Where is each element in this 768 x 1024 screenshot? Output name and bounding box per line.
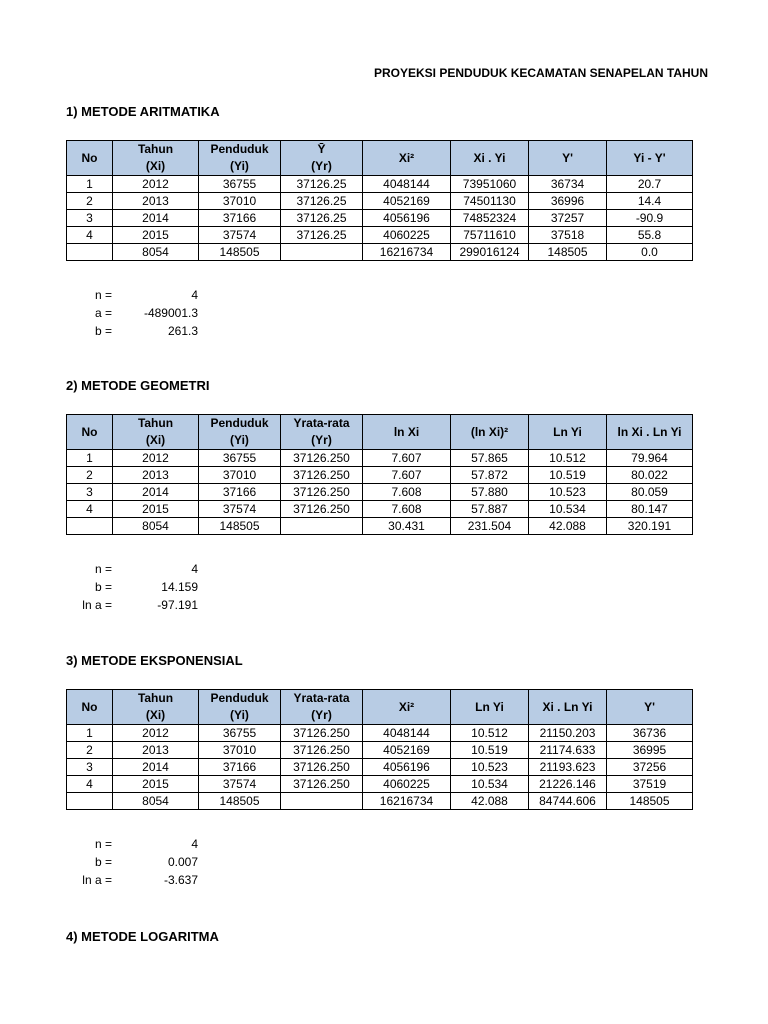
column-header [451,690,529,725]
table-row [67,776,693,793]
table-cell: 2012 [113,176,199,193]
table-cell: 57.887 [451,501,529,518]
table-cell: 36736 [607,725,693,742]
table-cell: 0.0 [607,244,693,261]
table-cell [67,793,113,810]
table-header-row [67,690,693,725]
column-header-sublabel: (Yi) [230,159,249,173]
param-label: n = [94,562,112,576]
table-cell: 37574 [199,227,281,244]
table-cell: 73951060 [451,176,529,193]
table-cell: 37126.25 [281,193,363,210]
table-cell: 4060225 [363,776,451,793]
column-header-label: Xi . Ln Yi [542,699,593,714]
column-header-label: ln Xi [393,424,420,439]
table-cell: 20.7 [607,176,693,193]
param-value: -489001.3 [143,306,198,320]
table-cell: 37257 [529,210,607,227]
table-total-row [67,244,693,261]
column-header [607,690,693,725]
table-cell: 4052169 [363,742,451,759]
table-cell: 2013 [113,742,199,759]
table-cell: 2014 [113,759,199,776]
table-cell: 75711610 [451,227,529,244]
table-cell: 2 [67,467,113,484]
table-cell: 3 [67,210,113,227]
table-cell: 84744.606 [529,793,607,810]
column-header [363,415,451,450]
table-cell [67,518,113,535]
column-header [529,690,607,725]
section-title-logaritma: 4) METODE LOGARITMA [66,929,219,944]
param-label: b = [94,580,112,594]
column-header-label: No [81,699,98,714]
table-cell: 37166 [199,210,281,227]
table-cell: 2 [67,742,113,759]
table-cell: 37126.25 [281,210,363,227]
column-header [451,415,529,450]
table-cell: 21226.146 [529,776,607,793]
column-header-label: ln Xi . Ln Yi [617,424,682,439]
table-cell: 3 [67,484,113,501]
table-cell: 80.059 [607,484,693,501]
table-cell: 4060225 [363,227,451,244]
param-value: -3.637 [163,873,198,887]
column-header-label: Ȳ [317,142,326,156]
param-label: n = [94,837,112,851]
table-cell: 7.608 [363,501,451,518]
table-cell: 37126.250 [281,759,363,776]
table-cell: 148505 [607,793,693,810]
table-cell: 10.523 [529,484,607,501]
table-cell: 21193.623 [529,759,607,776]
column-header [67,690,113,725]
param-label: b = [94,324,112,338]
table-cell: 37126.250 [281,776,363,793]
column-header [363,690,451,725]
column-header-label: (ln Xi)² [470,424,509,439]
table-row [67,742,693,759]
table-cell: 37126.25 [281,176,363,193]
param-value: -97.191 [157,598,198,612]
param-label: ln a = [82,873,112,887]
table-cell: 4052169 [363,193,451,210]
column-header-label: Y' [562,150,573,165]
column-header [363,141,451,176]
table-cell: 2012 [113,725,199,742]
table-cell: 10.512 [451,725,529,742]
table-cell: 79.964 [607,450,693,467]
column-header-label: Yrata-rata [293,416,350,430]
column-header-label: Penduduk [210,691,269,705]
table-cell: 37574 [199,501,281,518]
column-header-label: Penduduk [210,142,269,156]
column-header-label: Y' [644,699,655,714]
column-header-label: Ln Yi [553,424,582,439]
table-cell: 8054 [113,244,199,261]
param-value: 4 [191,562,198,576]
param-value: 4 [191,837,198,851]
column-header-sublabel: (Xi) [145,433,166,447]
table-cell: 2014 [113,210,199,227]
column-header-sublabel: (Yr) [311,433,332,447]
table-row [67,501,693,518]
column-header [199,415,281,450]
column-header [529,415,607,450]
column-header [281,141,363,176]
table-cell: -90.9 [607,210,693,227]
table-cell: 80.022 [607,467,693,484]
column-header-label: Xi . Yi [473,150,506,165]
column-header [113,141,199,176]
column-header [607,141,693,176]
column-header [113,415,199,450]
table-cell: 10.519 [529,467,607,484]
column-header-label: Tahun [137,416,174,430]
table-cell [67,244,113,261]
column-header [529,141,607,176]
table-header-row [67,141,693,176]
column-header [113,690,199,725]
section-title-geometri: 2) METODE GEOMETRI [66,378,210,393]
table-cell: 36755 [199,450,281,467]
table-cell: 4048144 [363,176,451,193]
table-eksponensial [66,689,693,810]
table-cell: 3 [67,759,113,776]
table-cell: 37256 [607,759,693,776]
table-row [67,176,693,193]
table-cell: 2015 [113,227,199,244]
column-header [451,141,529,176]
page-title: PROYEKSI PENDUDUK KECAMATAN SENAPELAN TAHUN [374,66,709,80]
table-cell: 37126.250 [281,501,363,518]
table-cell: 36755 [199,725,281,742]
table-cell: 10.534 [451,776,529,793]
table-cell: 37126.250 [281,467,363,484]
table-cell: 2015 [113,776,199,793]
table-cell: 42.088 [451,793,529,810]
table-cell: 37166 [199,484,281,501]
table-cell [281,244,363,261]
table-cell: 4056196 [363,759,451,776]
table-cell: 1 [67,176,113,193]
column-header-sublabel: (Xi) [145,708,166,722]
param-value: 14.159 [161,580,198,594]
param-label: b = [94,855,112,869]
table-cell: 36734 [529,176,607,193]
column-header-sublabel: (Xi) [145,159,166,173]
table-row [67,450,693,467]
table-cell: 42.088 [529,518,607,535]
column-header-label: Yi - Y' [633,150,666,165]
column-header-label: Tahun [137,691,174,705]
table-cell: 37126.250 [281,725,363,742]
table-cell: 148505 [529,244,607,261]
param-label: ln a = [82,598,112,612]
column-header-label: Yrata-rata [293,691,350,705]
table-cell: 37519 [607,776,693,793]
table-row [67,484,693,501]
table-row [67,725,693,742]
table-cell: 36996 [529,193,607,210]
table-cell: 57.865 [451,450,529,467]
table-cell: 7.608 [363,484,451,501]
column-header-label: Tahun [137,142,174,156]
column-header [67,415,113,450]
table-cell: 2 [67,193,113,210]
table-cell: 148505 [199,518,281,535]
table-cell: 10.534 [529,501,607,518]
param-value: 261.3 [167,324,198,338]
table-cell: 4 [67,227,113,244]
column-header-label: Xi² [398,699,415,714]
column-header [67,141,113,176]
param-value: 0.007 [167,855,198,869]
table-cell: 1 [67,450,113,467]
column-header-sublabel: (Yr) [311,708,332,722]
table-cell: 231.504 [451,518,529,535]
table-cell: 16216734 [363,244,451,261]
table-cell: 74501130 [451,193,529,210]
table-cell: 4048144 [363,725,451,742]
table-row [67,193,693,210]
table-cell: 8054 [113,793,199,810]
table-cell: 148505 [199,793,281,810]
table-cell: 21150.203 [529,725,607,742]
table-cell [281,518,363,535]
table-row [67,210,693,227]
table-cell: 148505 [199,244,281,261]
table-cell: 37010 [199,193,281,210]
table-cell: 10.523 [451,759,529,776]
table-cell: 1 [67,725,113,742]
column-header-label: No [81,150,98,165]
table-cell: 4 [67,776,113,793]
table-cell: 10.519 [451,742,529,759]
table-cell: 37518 [529,227,607,244]
table-cell: 57.872 [451,467,529,484]
table-cell: 14.4 [607,193,693,210]
table-cell: 74852324 [451,210,529,227]
column-header-sublabel: (Yi) [230,433,249,447]
column-header [281,690,363,725]
table-cell: 16216734 [363,793,451,810]
param-label: a = [94,306,112,320]
table-cell: 36995 [607,742,693,759]
table-cell: 37126.25 [281,227,363,244]
table-cell: 37126.250 [281,450,363,467]
table-cell: 55.8 [607,227,693,244]
table-cell: 37126.250 [281,484,363,501]
table-cell: 4056196 [363,210,451,227]
table-cell: 2012 [113,450,199,467]
table-cell: 80.147 [607,501,693,518]
column-header [281,415,363,450]
section-title-aritmatika: 1) METODE ARITMATIKA [66,104,220,119]
table-cell: 2013 [113,193,199,210]
table-cell: 57.880 [451,484,529,501]
table-cell: 2014 [113,484,199,501]
table-cell: 30.431 [363,518,451,535]
param-value: 4 [191,288,198,302]
column-header-sublabel: (Yr) [311,159,332,173]
table-cell: 2013 [113,467,199,484]
column-header [199,141,281,176]
section-title-eksponensial: 3) METODE EKSPONENSIAL [66,653,243,668]
table-cell: 7.607 [363,467,451,484]
table-cell: 37126.250 [281,742,363,759]
table-cell: 10.512 [529,450,607,467]
table-cell: 7.607 [363,450,451,467]
column-header [607,415,693,450]
column-header-label: No [81,424,98,439]
param-label: n = [94,288,112,302]
table-cell: 37574 [199,776,281,793]
table-cell: 299016124 [451,244,529,261]
table-cell: 4 [67,501,113,518]
table-cell: 37166 [199,759,281,776]
table-aritmatika [66,140,693,261]
table-cell: 37010 [199,467,281,484]
column-header-label: Xi² [398,150,415,165]
table-cell: 37010 [199,742,281,759]
table-cell: 21174.633 [529,742,607,759]
table-row [67,227,693,244]
table-cell: 2015 [113,501,199,518]
table-total-row [67,518,693,535]
table-row [67,759,693,776]
column-header [199,690,281,725]
table-total-row [67,793,693,810]
table-cell: 36755 [199,176,281,193]
column-header-sublabel: (Yi) [230,708,249,722]
table-cell: 8054 [113,518,199,535]
table-row [67,467,693,484]
table-header-row [67,415,693,450]
table-cell [281,793,363,810]
table-cell: 320.191 [607,518,693,535]
table-geometri [66,414,693,535]
column-header-label: Penduduk [210,416,269,430]
column-header-label: Ln Yi [475,699,504,714]
